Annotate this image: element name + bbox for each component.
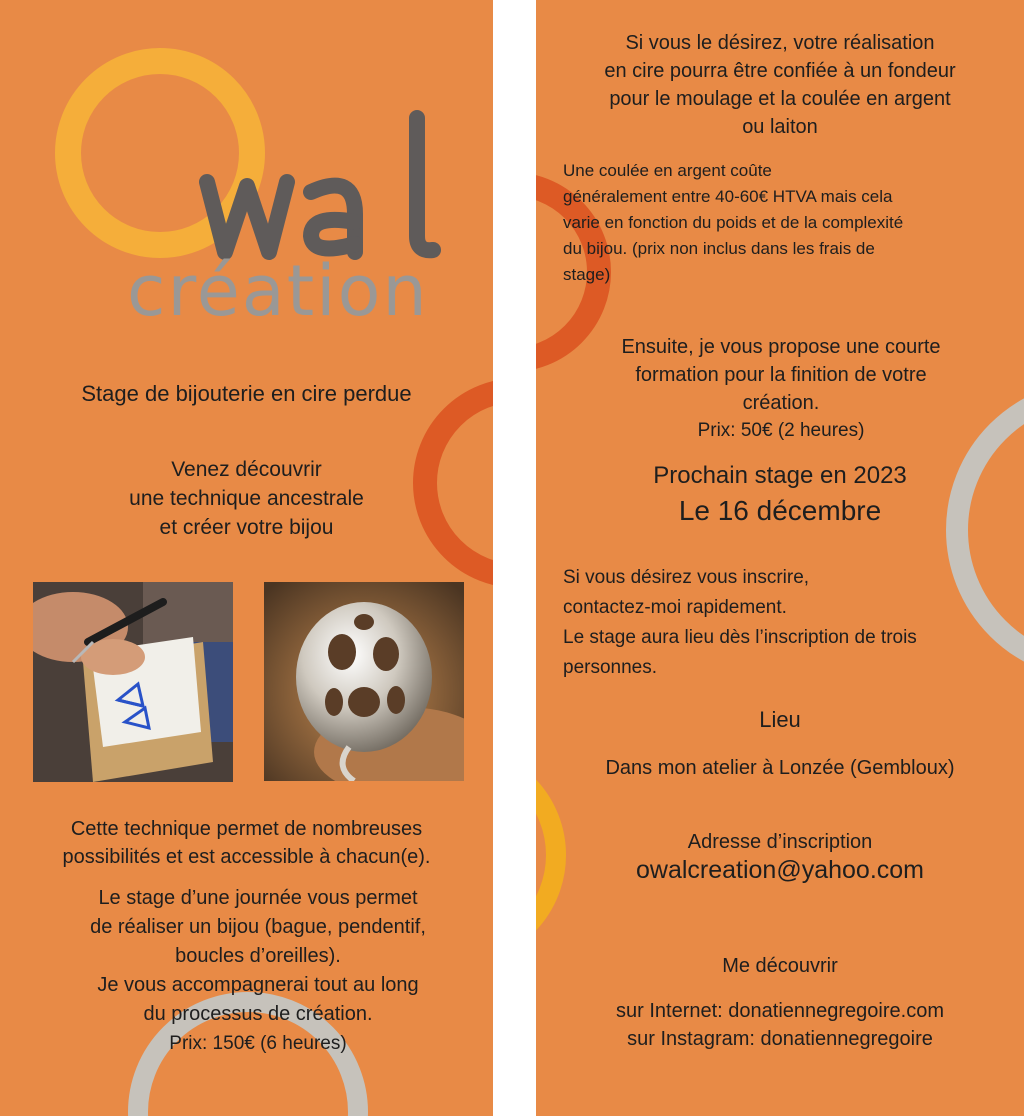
logo-creation-text: création	[127, 250, 429, 332]
internet-link[interactable]: sur Internet: donatiennegregoire.com	[616, 1000, 944, 1022]
details-line: Je vous accompagnerai tout au long	[97, 974, 419, 996]
casting-intro-line: en cire pourra être confiée à un fondeur	[604, 60, 956, 82]
wax-carving-photo	[33, 582, 233, 782]
register-line: personnes.	[563, 657, 658, 678]
details-line: Le stage d’une journée vous permet	[98, 887, 418, 909]
details-line: de réaliser un bijou (bague, pendentif,	[90, 916, 426, 938]
casting-cost	[563, 158, 1018, 288]
next-stage-date: Le 16 décembre	[678, 495, 882, 526]
logo	[55, 44, 455, 334]
finishing-price: Prix: 50€ (2 heures)	[697, 420, 865, 441]
register-line: contactez-moi rapidement.	[563, 597, 787, 618]
intro-text	[0, 455, 493, 542]
intro-line: une technique ancestrale	[129, 487, 364, 510]
register-line: Si vous désirez vous inscrire,	[563, 567, 810, 588]
silver-ring-photo	[264, 582, 464, 781]
stage-title: Stage de bijouterie en cire perdue	[81, 381, 412, 406]
technique-text	[0, 815, 493, 871]
register-line: Le stage aura lieu dès l’inscription de trois	[563, 627, 917, 648]
logo-wal-text	[55, 44, 455, 274]
finishing-line: création.	[742, 392, 820, 414]
stage-price: Prix: 150€ (6 heures)	[169, 1033, 347, 1054]
details-line: du processus de création.	[143, 1003, 373, 1025]
casting-cost-line: du bijou. (prix non inclus dans les frais de	[563, 239, 875, 258]
email-link[interactable]: owalcreation@yahoo.com	[635, 856, 925, 884]
casting-intro-line: pour le moulage et la coulée en argent	[609, 88, 951, 110]
place-title: Lieu	[759, 707, 801, 732]
intro-line: Venez découvrir	[171, 458, 322, 481]
right-panel	[536, 0, 1024, 1116]
technique-line: Cette technique permet de nombreuses	[70, 818, 423, 840]
finishing-line: formation pour la finition de votre	[635, 364, 927, 386]
finishing-line: Ensuite, je vous propose une courte	[621, 336, 941, 358]
instagram-link[interactable]: sur Instagram: donatiennegregoire	[627, 1028, 933, 1050]
casting-intro-line: Si vous le désirez, votre réalisation	[625, 32, 935, 54]
details-line: boucles d’oreilles).	[175, 945, 341, 967]
discover-title: Me découvrir	[722, 955, 838, 977]
casting-cost-line: varie en fonction du poids et de la complexité	[563, 213, 904, 232]
register-text	[563, 563, 1018, 683]
casting-intro-line: ou laiton	[742, 116, 818, 138]
details-text	[0, 884, 493, 1058]
finishing-text	[546, 333, 1016, 445]
address-title: Adresse d’inscription	[687, 831, 873, 853]
technique-line: possibilités et est accessible à chacun(e).	[62, 846, 431, 868]
intro-line: et créer votre bijou	[159, 516, 334, 539]
place-text: Dans mon atelier à Lonzée (Gembloux)	[605, 757, 955, 779]
left-panel	[0, 0, 493, 1116]
casting-cost-line: Une coulée en argent coûte	[563, 161, 772, 180]
casting-cost-line: stage)	[563, 265, 611, 284]
next-stage-title: Prochain stage en 2023	[653, 462, 907, 489]
casting-cost-line: généralement entre 40-60€ HTVA mais cela	[563, 187, 893, 206]
casting-intro	[536, 29, 1024, 141]
